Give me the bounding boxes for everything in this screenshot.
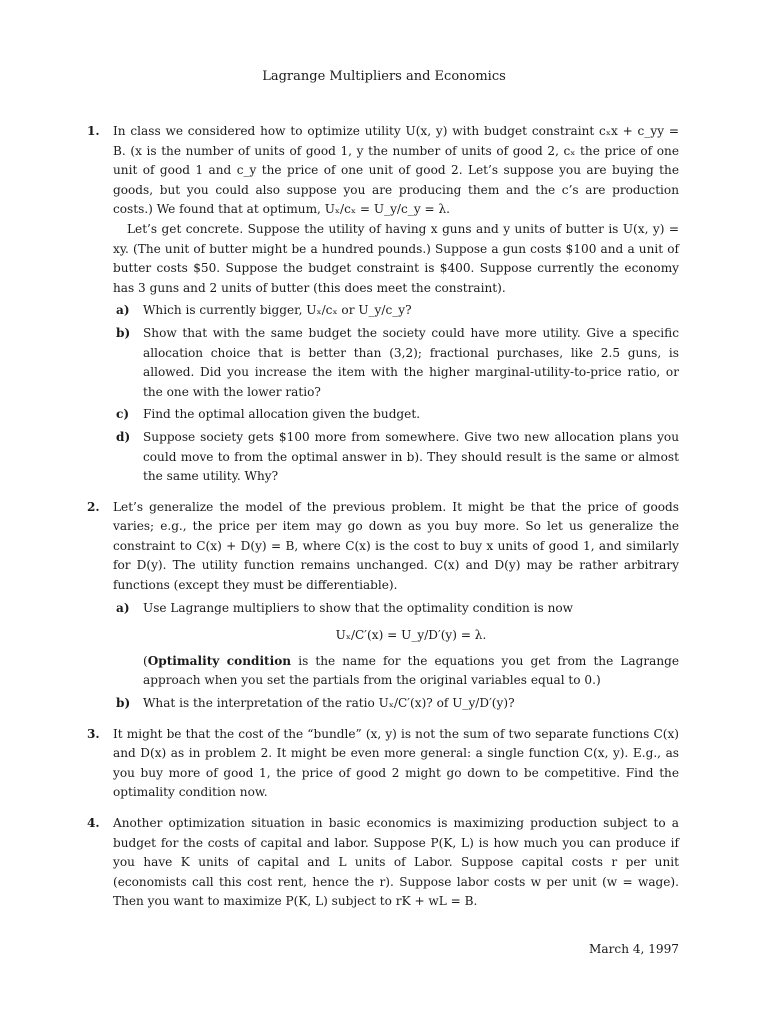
part-item (113, 694, 679, 714)
note-prefix: ( (143, 653, 148, 668)
part-label: a) (116, 600, 130, 615)
note-term: Optimality condition (147, 653, 292, 668)
problem-paragraph: Let’s generalize the model of the previous problem. It might be that the price of goods varies; e.g., the price per item may go down as you buy more. So let us generalize the constraint to C(x) + D(y) = B, where C(x) is the cost to buy x units of good 1, and similarly for D(y). The utility function remains unchanged. C(x) and D(y) may be rather arbitrary functions (except they must be differentiable). (113, 499, 679, 593)
part-text: Find the optimal allocation given the budget. (143, 407, 421, 422)
problem-2 (87, 498, 680, 714)
problem-paragraph: Let’s get concrete. Suppose the utility of having x guns and y units of butter is U(x, y) = xy. (The unit of butter might be a hundred pounds.) Suppose a gun costs $100 and a unit of butter costs $50. Suppose the budget constraint is $400. Suppose currently the economy has 3 guns and 2 units of butter (this does meet the constraint). (113, 221, 679, 295)
part-item (113, 599, 679, 691)
problem-number: 2. (87, 499, 100, 514)
part-label: d) (116, 429, 131, 444)
part-text: Use Lagrange multipliers to show that the optimality condition is now (143, 600, 574, 615)
part-text: Which is currently bigger, Uₓ/cₓ or U_y/c_y? (143, 303, 412, 318)
document-date: March 4, 1997 (589, 942, 679, 956)
part-label: a) (116, 303, 130, 318)
part-note (143, 652, 679, 691)
part-label: c) (116, 407, 130, 422)
part-text: What is the interpretation of the ratio Uₓ/C′(x)? of U_y/D′(y)? (143, 696, 515, 711)
problem-paragraph: In class we considered how to optimize utility U(x, y) with budget constraint cₓx + c_yy = B. (x is the number of units of good 1, y the number of units of good 2, cₓ the price of one unit of good 1 and c_y the price of one unit of good 2. Let’s suppose you are buying the goods, but you could also suppose you are producing them and the c’s are production costs.) We found that at optimum, Uₓ/cₓ = U_y/c_y = λ. (113, 124, 679, 217)
problem-4 (87, 814, 679, 912)
part-item (113, 301, 679, 321)
part-text: Suppose society gets $100 more from somewhere. Give two new allocation plans you could move to from the optimal answer in b). They should result is the same or almost the same utility. Why? (143, 429, 679, 484)
part-item (113, 324, 679, 402)
problem-list (87, 122, 680, 923)
display-equation: Uₓ/C′(x) = U_y/D′(y) = λ. (335, 628, 487, 643)
document-title: Lagrange Multipliers and Economics (262, 69, 506, 84)
part-item (113, 428, 679, 487)
problem-number: 3. (87, 726, 100, 741)
note-rest: is the name for the equations you get from the Lagrange approach when you set the partials from the original variables equal to 0.) (143, 653, 680, 688)
part-item (113, 405, 679, 425)
problem-1 (87, 122, 679, 487)
part-label: b) (116, 696, 131, 711)
part-label: b) (116, 325, 131, 340)
part-text: Show that with the same budget the society could have more utility. Give a specific allocation choice that is better than (3,2); fractional purchases, like 2.5 guns, is allowed. Did you increase the item with the higher marginal-utility-to-price ratio, or the one with the lower ratio? (143, 325, 679, 399)
problem-3 (87, 725, 679, 803)
problem-paragraph: It might be that the cost of the “bundle” (x, y) is not the sum of two separate functions C(x) and D(x) as in problem 2. It might be even more general: a single function C(x, y). E.g., as you buy more of good 1, the price of good 2 might go down to be competitive. Find the optimality condition now. (113, 726, 679, 800)
problem-paragraph: Another optimization situation in basic economics is maximizing production subject to a budget for the costs of capital and labor. Suppose P(K, L) is how much you can produce if you have K units of capital and L units of Labor. Suppose capital costs r per unit (economists call this cost rent, hence the r). Suppose labor costs w per unit (w = wage). Then you want to maximize P(K, L) subject to rK + wL = B. (113, 816, 679, 909)
problem-number: 1. (87, 124, 100, 138)
problem-number: 4. (87, 816, 100, 830)
